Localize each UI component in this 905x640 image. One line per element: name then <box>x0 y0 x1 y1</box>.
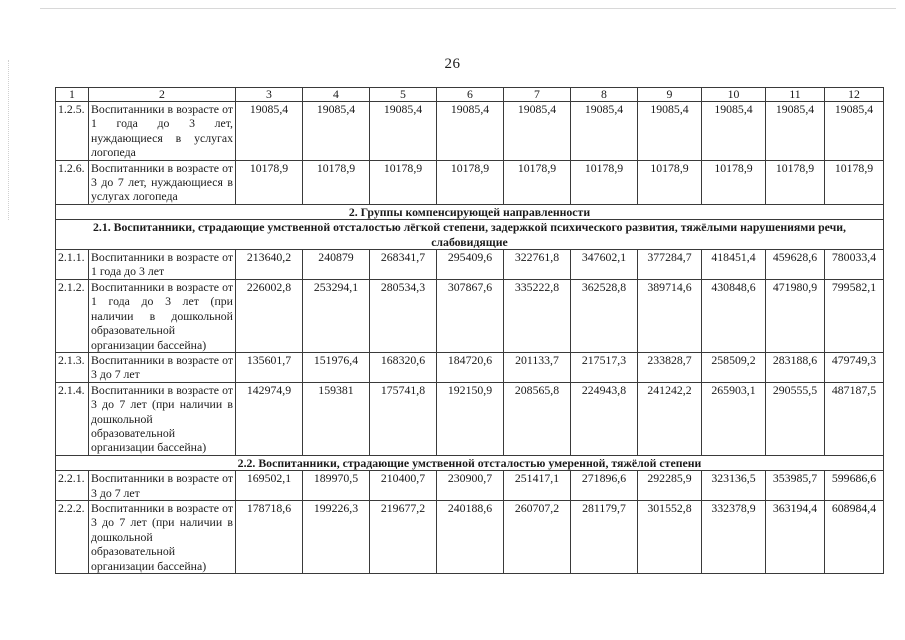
row-number: 1.2.6. <box>56 160 89 204</box>
row-value-col-4: 253294,1 <box>303 279 370 352</box>
row-value-col-12: 799582,1 <box>825 279 884 352</box>
column-header-7: 7 <box>504 88 571 102</box>
row-value-col-3: 135601,7 <box>236 352 303 382</box>
row-description: Воспитанники в возрасте от 3 до 7 лет <box>89 352 236 382</box>
row-value-col-8: 271896,6 <box>571 471 638 501</box>
row-description: Воспитанники в возрасте от 1 года до 3 лет <box>89 250 236 280</box>
row-value-col-5: 175741,8 <box>370 382 437 455</box>
row-value-col-12: 780033,4 <box>825 250 884 280</box>
table-row <box>56 102 884 161</box>
row-description: Воспитанники в возрасте от 3 до 7 лет <box>89 471 236 501</box>
row-value-col-10: 10178,9 <box>702 160 766 204</box>
column-header-6: 6 <box>437 88 504 102</box>
row-description: Воспитанники в возрасте от 1 года до 3 лет (при наличии в дошкольной образовательной организации бассейна) <box>89 279 236 352</box>
row-value-col-9: 233828,7 <box>638 352 702 382</box>
table-row <box>56 250 884 280</box>
row-value-col-10: 418451,4 <box>702 250 766 280</box>
row-value-col-11: 290555,5 <box>766 382 825 455</box>
row-value-col-10: 323136,5 <box>702 471 766 501</box>
row-value-col-5: 219677,2 <box>370 500 437 573</box>
section-title: 2.2. Воспитанники, страдающие умственной отсталостью умеренной, тяжёлой степени <box>56 455 884 470</box>
row-value-col-7: 19085,4 <box>504 102 571 161</box>
row-value-col-10: 19085,4 <box>702 102 766 161</box>
row-value-col-6: 295409,6 <box>437 250 504 280</box>
row-value-col-10: 332378,9 <box>702 500 766 573</box>
row-value-col-12: 608984,4 <box>825 500 884 573</box>
row-value-col-6: 184720,6 <box>437 352 504 382</box>
row-value-col-9: 19085,4 <box>638 102 702 161</box>
table-row <box>56 160 884 204</box>
row-value-col-7: 322761,8 <box>504 250 571 280</box>
column-header-11: 11 <box>766 88 825 102</box>
row-value-col-11: 471980,9 <box>766 279 825 352</box>
row-number: 2.1.4. <box>56 382 89 455</box>
column-header-1: 1 <box>56 88 89 102</box>
row-value-col-8: 224943,8 <box>571 382 638 455</box>
row-value-col-5: 210400,7 <box>370 471 437 501</box>
row-value-col-9: 292285,9 <box>638 471 702 501</box>
column-header-9: 9 <box>638 88 702 102</box>
row-value-col-3: 142974,9 <box>236 382 303 455</box>
row-number: 2.2.1. <box>56 471 89 501</box>
row-value-col-5: 168320,6 <box>370 352 437 382</box>
row-value-col-12: 599686,6 <box>825 471 884 501</box>
table-row <box>56 500 884 573</box>
row-value-col-8: 10178,9 <box>571 160 638 204</box>
row-value-col-7: 208565,8 <box>504 382 571 455</box>
row-value-col-10: 258509,2 <box>702 352 766 382</box>
row-value-col-3: 169502,1 <box>236 471 303 501</box>
row-number: 2.1.2. <box>56 279 89 352</box>
column-header-3: 3 <box>236 88 303 102</box>
section-row <box>56 220 884 250</box>
row-value-col-8: 362528,8 <box>571 279 638 352</box>
column-header-4: 4 <box>303 88 370 102</box>
row-value-col-3: 226002,8 <box>236 279 303 352</box>
table-row <box>56 279 884 352</box>
row-value-col-8: 281179,7 <box>571 500 638 573</box>
row-value-col-9: 241242,2 <box>638 382 702 455</box>
row-value-col-11: 353985,7 <box>766 471 825 501</box>
tariff-table <box>55 87 884 574</box>
row-value-col-9: 301552,8 <box>638 500 702 573</box>
row-value-col-4: 10178,9 <box>303 160 370 204</box>
row-value-col-4: 151976,4 <box>303 352 370 382</box>
row-value-col-11: 459628,6 <box>766 250 825 280</box>
table-row <box>56 471 884 501</box>
row-value-col-9: 389714,6 <box>638 279 702 352</box>
row-value-col-5: 268341,7 <box>370 250 437 280</box>
row-value-col-7: 10178,9 <box>504 160 571 204</box>
row-value-col-11: 10178,9 <box>766 160 825 204</box>
row-value-col-12: 10178,9 <box>825 160 884 204</box>
row-value-col-7: 251417,1 <box>504 471 571 501</box>
row-value-col-8: 347602,1 <box>571 250 638 280</box>
page-number: 26 <box>444 56 461 72</box>
row-value-col-4: 189970,5 <box>303 471 370 501</box>
row-value-col-11: 363194,4 <box>766 500 825 573</box>
row-value-col-3: 213640,2 <box>236 250 303 280</box>
table-row <box>56 352 884 382</box>
row-value-col-6: 10178,9 <box>437 160 504 204</box>
row-value-col-4: 199226,3 <box>303 500 370 573</box>
row-value-col-3: 178718,6 <box>236 500 303 573</box>
column-header-10: 10 <box>702 88 766 102</box>
row-number: 1.2.5. <box>56 102 89 161</box>
left-margin-rule <box>8 60 9 220</box>
row-description: Воспитанники в возрасте от 3 до 7 лет (при наличии в дошкольной образовательной организации бассейна) <box>89 500 236 573</box>
table-row <box>56 382 884 455</box>
row-description: Воспитанники в возрасте от 3 до 7 лет (при наличии в дошкольной образовательной организации бассейна) <box>89 382 236 455</box>
row-value-col-6: 19085,4 <box>437 102 504 161</box>
column-header-12: 12 <box>825 88 884 102</box>
row-value-col-4: 19085,4 <box>303 102 370 161</box>
row-value-col-6: 192150,9 <box>437 382 504 455</box>
row-value-col-5: 19085,4 <box>370 102 437 161</box>
row-value-col-4: 240879 <box>303 250 370 280</box>
row-value-col-11: 19085,4 <box>766 102 825 161</box>
row-value-col-9: 377284,7 <box>638 250 702 280</box>
section-row <box>56 204 884 219</box>
row-value-col-8: 19085,4 <box>571 102 638 161</box>
top-rule <box>40 8 896 9</box>
row-value-col-12: 19085,4 <box>825 102 884 161</box>
row-number: 2.1.1. <box>56 250 89 280</box>
header-row <box>56 88 884 102</box>
row-value-col-10: 430848,6 <box>702 279 766 352</box>
row-description: Воспитанники в возрасте от 3 до 7 лет, нуждающиеся в услугах логопеда <box>89 160 236 204</box>
column-header-5: 5 <box>370 88 437 102</box>
row-value-col-3: 10178,9 <box>236 160 303 204</box>
row-value-col-6: 240188,6 <box>437 500 504 573</box>
row-value-col-12: 479749,3 <box>825 352 884 382</box>
row-value-col-9: 10178,9 <box>638 160 702 204</box>
row-value-col-3: 19085,4 <box>236 102 303 161</box>
row-number: 2.1.3. <box>56 352 89 382</box>
row-value-col-5: 10178,9 <box>370 160 437 204</box>
row-value-col-7: 335222,8 <box>504 279 571 352</box>
column-header-8: 8 <box>571 88 638 102</box>
section-title: 2.1. Воспитанники, страдающие умственной отсталостью лёгкой степени, задержкой психического развития, тяжёлыми нарушениями речи, слабовидящие <box>56 220 884 250</box>
row-value-col-12: 487187,5 <box>825 382 884 455</box>
row-value-col-5: 280534,3 <box>370 279 437 352</box>
row-value-col-6: 307867,6 <box>437 279 504 352</box>
section-title: 2. Группы компенсирующей направленности <box>56 204 884 219</box>
column-header-2: 2 <box>89 88 236 102</box>
row-value-col-4: 159381 <box>303 382 370 455</box>
row-value-col-7: 201133,7 <box>504 352 571 382</box>
row-value-col-8: 217517,3 <box>571 352 638 382</box>
row-number: 2.2.2. <box>56 500 89 573</box>
row-value-col-10: 265903,1 <box>702 382 766 455</box>
row-value-col-7: 260707,2 <box>504 500 571 573</box>
row-description: Воспитанники в возрасте от 1 года до 3 лет, нуждающиеся в услугах логопеда <box>89 102 236 161</box>
section-row <box>56 455 884 470</box>
row-value-col-11: 283188,6 <box>766 352 825 382</box>
row-value-col-6: 230900,7 <box>437 471 504 501</box>
